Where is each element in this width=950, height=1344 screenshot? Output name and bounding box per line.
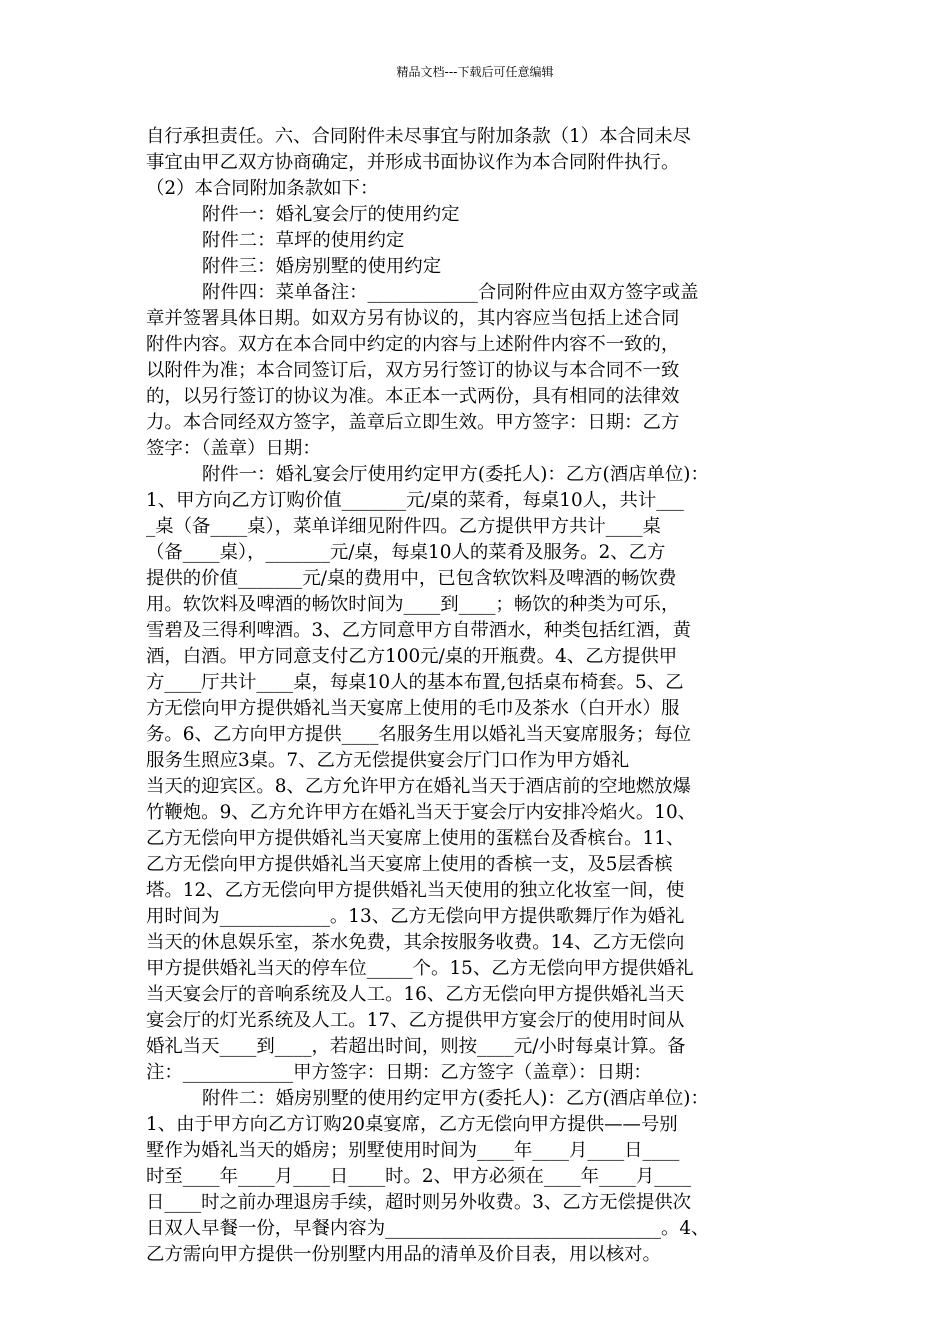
body-line: 当天的休息娱乐室，茶水免费，其余按服务收费。14、乙方无偿向 bbox=[146, 932, 685, 953]
body-line: 附件二：草坪的使用约定 bbox=[202, 230, 405, 251]
body-line: 服务生照应3桌。7、乙方无偿提供宴会厅门口作为甲方婚礼 bbox=[146, 750, 630, 771]
body-line: 附件一：婚礼宴会厅的使用约定 bbox=[202, 204, 460, 225]
body-line: 附件三：婚房别墅的使用约定 bbox=[202, 256, 442, 277]
page-header: 精品文档---下载后可任意编辑 bbox=[396, 65, 554, 79]
body-line: 甲方提供婚礼当天的停车位_____个。15、乙方无偿向甲方提供婚礼 bbox=[146, 958, 694, 979]
body-line: 日双人早餐一份，早餐内容为______________________________。4、 bbox=[146, 1218, 710, 1239]
body-line: 婚礼当天____到____，若超出时间，则按____元/小时每桌计算。备 bbox=[146, 1036, 686, 1057]
body-line: 附件四：菜单备注：____________合同附件应由双方签字或盖 bbox=[202, 282, 699, 303]
body-line: 附件一：婚礼宴会厅使用约定甲方(委托人)：乙方(酒店单位)： bbox=[202, 464, 709, 485]
body-line: 方无偿向甲方提供婚礼当天宴席上使用的毛巾及茶水（白开水）服 bbox=[146, 698, 680, 719]
body-line: 墅作为婚礼当天的婚房；别墅使用时间为____年____月____日____ bbox=[146, 1140, 680, 1161]
body-line: （2）本合同附加条款如下： bbox=[146, 178, 379, 199]
body-line: 章并签署具体日期。如双方另有协议的，其内容应当包括上述合同 bbox=[146, 308, 680, 329]
body-line: 时至____年____月____日____时。2、甲方必须在____年____月____ bbox=[146, 1166, 692, 1187]
body-line: （备____桌），_______元/桌，每桌10人的菜肴及服务。2、乙方 bbox=[146, 542, 666, 563]
body-line: 事宜由甲乙双方协商确定，并形成书面协议作为本合同附件执行。 bbox=[146, 152, 680, 173]
body-line: 提供的价值_______元/桌的费用中，已包含软饮料及啤酒的畅饮费 bbox=[146, 568, 677, 589]
body-line: 塔。12、乙方无偿向甲方提供婚礼当天使用的独立化妆室一间，使 bbox=[146, 880, 685, 901]
body-line: 乙方无偿向甲方提供婚礼当天宴席上使用的蛋糕台及香槟台。11、 bbox=[146, 828, 685, 849]
body-line: 1、由于甲方向乙方订购20桌宴席，乙方无偿向甲方提供——号别 bbox=[146, 1114, 678, 1135]
body-line: 签字：（盖章）日期： bbox=[146, 438, 321, 459]
body-line: 用时间为____________。13、乙方无偿向甲方提供歌舞厅作为婚礼 bbox=[146, 906, 685, 927]
body-line: 自行承担责任。六、合同附件未尽事宜与附加条款（1）本合同未尽 bbox=[146, 126, 692, 147]
body-line: 附件二：婚房别墅的使用约定甲方(委托人)：乙方(酒店单位)： bbox=[202, 1088, 709, 1109]
body-line: _桌（备____桌），菜单详细见附件四。乙方提供甲方共计____桌 bbox=[146, 516, 661, 537]
body-line: 日____时之前办理退房手续，超时则另外收费。3、乙方无偿提供次 bbox=[146, 1192, 692, 1213]
body-line: 酒，白酒。甲方同意支付乙方100元/桌的开瓶费。4、乙方提供甲 bbox=[146, 646, 678, 667]
body-line: 乙方需向甲方提供一份别墅内用品的清单及价目表，用以核对。 bbox=[146, 1244, 661, 1265]
body-line: 附件内容。双方在本合同中约定的内容与上述附件内容不一致的， bbox=[146, 334, 680, 355]
body-line: 的，以另行签订的协议为准。本正本一式两份，具有相同的法律效 bbox=[146, 386, 680, 407]
body-line: 乙方无偿向甲方提供婚礼当天宴席上使用的香槟一支，及5层香槟 bbox=[146, 854, 673, 875]
body-line: 以附件为准；本合同签订后，双方另行签订的协议与本合同不一致 bbox=[146, 360, 680, 381]
body-line: 注：____________甲方签字：日期：乙方签字（盖章）：日期： bbox=[146, 1062, 652, 1083]
body-line: 1、甲方向乙方订购价值_______元/桌的菜肴，每桌10人，共计___ bbox=[146, 490, 684, 511]
body-line: 方____厅共计____桌，每桌10人的基本布置,包括桌布椅套。5、乙 bbox=[146, 672, 684, 693]
body-line: 用。软饮料及啤酒的畅饮时间为____到____；畅饮的种类为可乐， bbox=[146, 594, 680, 615]
body-line: 当天的迎宾区。8、乙方允许甲方在婚礼当天于酒店前的空地燃放爆 bbox=[146, 776, 692, 797]
body-line: 竹鞭炮。9、乙方允许甲方在婚礼当天于宴会厅内安排冷焰火。10、 bbox=[146, 802, 697, 823]
body-line: 当天宴会厅的音响系统及人工。16、乙方无偿向甲方提供婚礼当天 bbox=[146, 984, 685, 1005]
body-line: 力。本合同经双方签字，盖章后立即生效。甲方签字：日期：乙方 bbox=[146, 412, 680, 433]
body-line: 雪碧及三得利啤酒。3、乙方同意甲方自带酒水，种类包括红酒，黄 bbox=[146, 620, 692, 641]
body-line: 宴会厅的灯光系统及人工。17、乙方提供甲方宴会厅的使用时间从 bbox=[146, 1010, 685, 1031]
body-line: 务。6、乙方向甲方提供____名服务生用以婚礼当天宴席服务；每位 bbox=[146, 724, 692, 745]
document-body bbox=[146, 124, 810, 1268]
